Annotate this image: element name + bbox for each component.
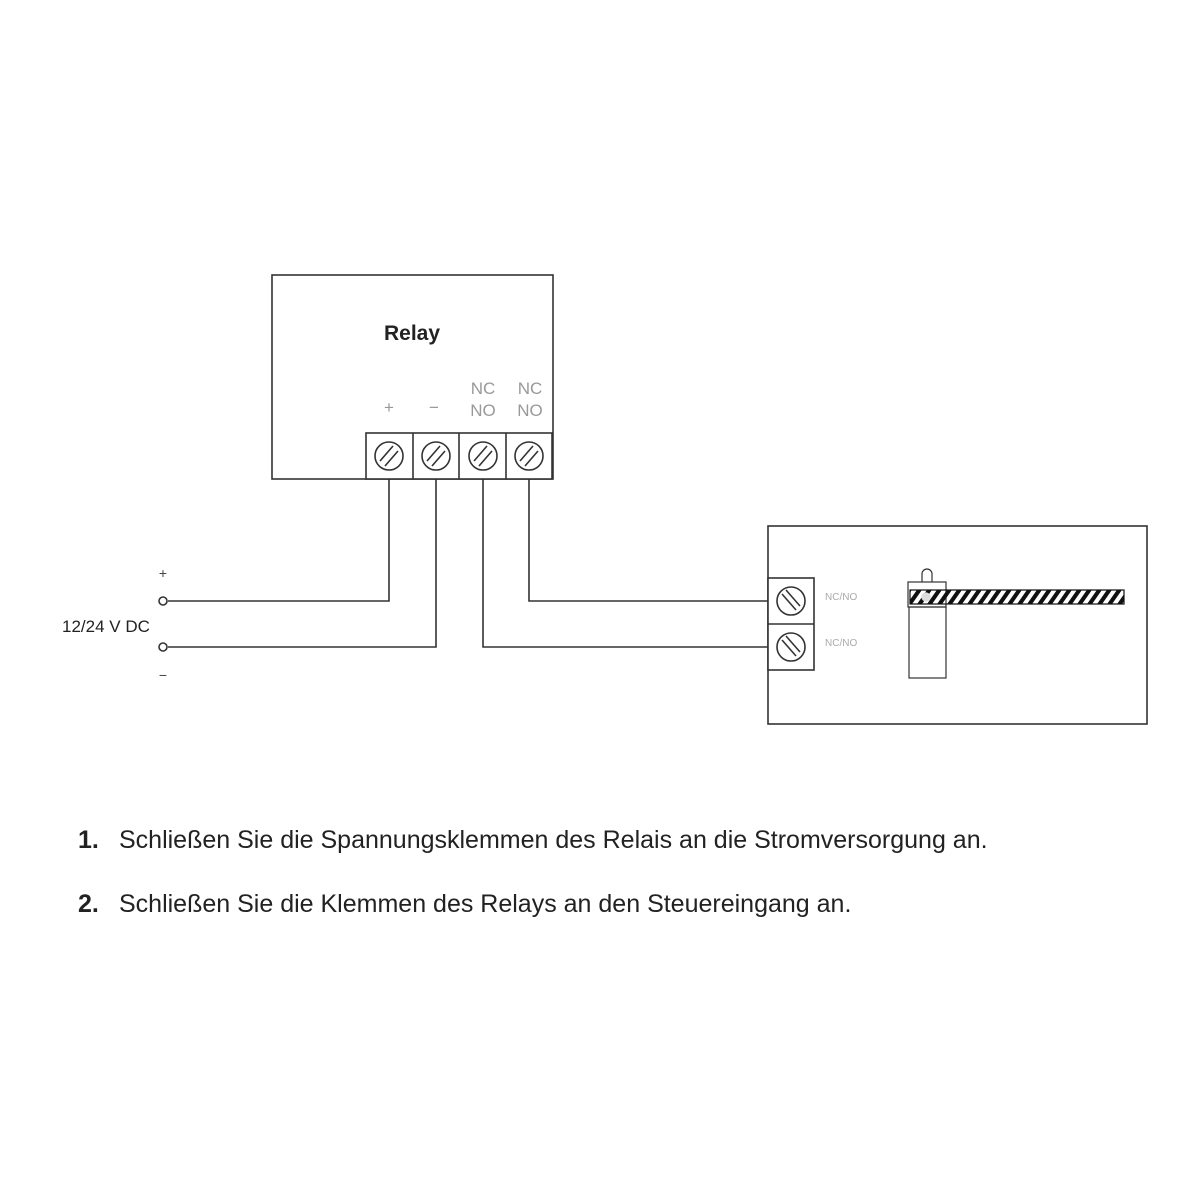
terminal-label-no: NO xyxy=(517,401,543,420)
wire-minus xyxy=(168,479,436,647)
power-plus-label: + xyxy=(158,565,168,581)
wire-plus xyxy=(168,479,389,601)
terminal-label-no: NO xyxy=(470,401,496,420)
power-plus-terminal xyxy=(159,597,167,605)
step-text: Schließen Sie die Spannungsklemmen des Relais an die Stromversorgung an. xyxy=(119,826,988,854)
device-terminal-label: NC/NO xyxy=(825,592,858,603)
terminal-label-nc: NC xyxy=(470,379,496,398)
power-minus-label: − xyxy=(158,667,168,683)
step-item xyxy=(78,890,988,954)
wire-nc-no-2 xyxy=(529,479,768,601)
device-terminal-label: NC/NO xyxy=(825,638,858,649)
barrier-gate-icon xyxy=(908,569,1124,678)
step-item xyxy=(78,826,988,890)
wire-nc-no-1 xyxy=(483,479,768,647)
step-text: Schließen Sie die Klemmen des Relays an den Steuereingang an. xyxy=(119,890,852,918)
controlled-device-box xyxy=(768,526,1147,724)
step-number: 1. xyxy=(78,826,99,854)
terminal-label-minus: − xyxy=(429,398,439,417)
power-minus-terminal xyxy=(159,643,167,651)
instruction-steps xyxy=(78,826,988,954)
terminal-label-plus: + xyxy=(384,398,394,417)
terminal-label-nc: NC xyxy=(517,379,543,398)
power-voltage-label: 12/24 V DC xyxy=(62,617,150,636)
step-number: 2. xyxy=(78,890,99,918)
relay-title: Relay xyxy=(383,322,441,345)
